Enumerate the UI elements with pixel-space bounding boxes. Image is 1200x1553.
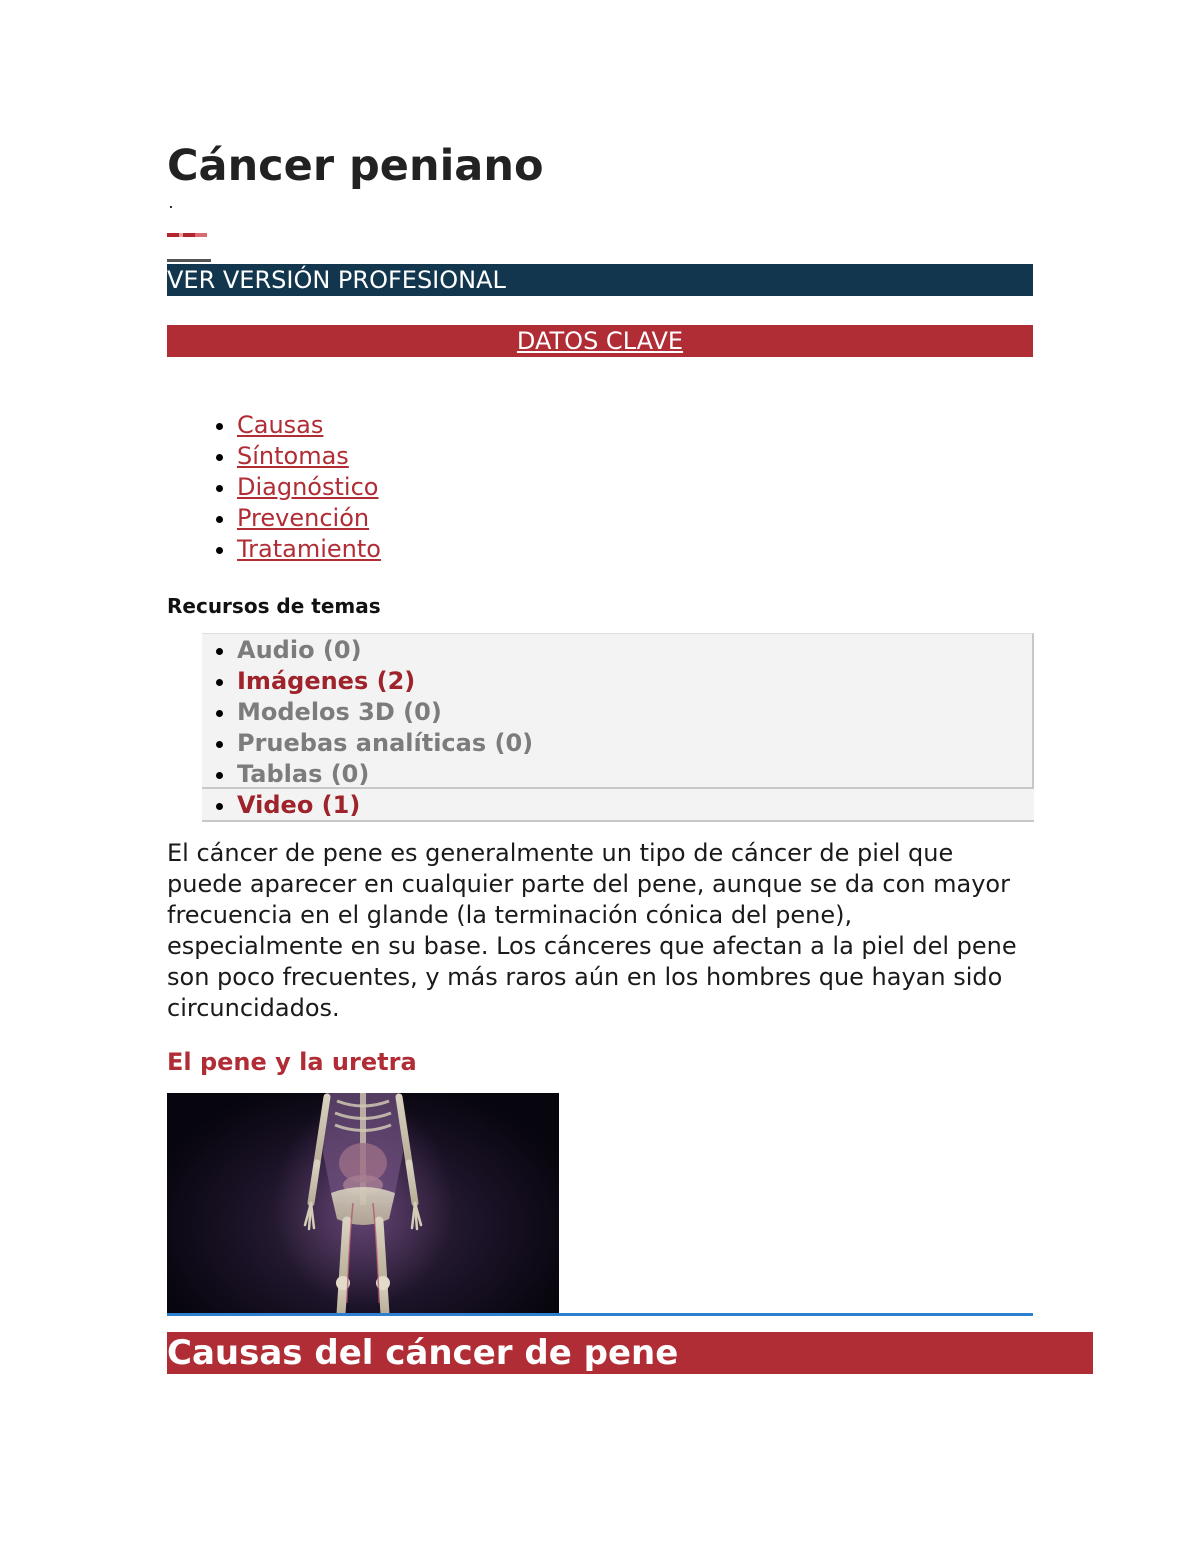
section-link-prevencion[interactable]: Prevención — [237, 504, 370, 532]
list-item — [237, 790, 533, 821]
list-item — [237, 503, 381, 534]
decor-dot — [170, 206, 172, 208]
list-item — [237, 728, 533, 759]
anatomy-video-thumbnail[interactable] — [167, 1093, 559, 1314]
key-facts-bar — [167, 325, 1033, 357]
section-link-diagnostico[interactable]: Diagnóstico — [237, 473, 379, 501]
page-title: Cáncer peniano — [167, 141, 544, 191]
list-item — [237, 472, 381, 503]
key-facts-link[interactable]: DATOS CLAVE — [516, 327, 684, 355]
intro-paragraph: El cáncer de pene es generalmente un tipo de cáncer de piel que puede aparecer en cualquier parte del pene, aunque se da con mayor frecuencia en el glande (la terminación cónica del pene), especialmente en su base. Los cánceres que afectan a la piel del pene son poco frecuentes, y más raros aún en los hombres que hayan sido circuncidados. — [167, 839, 1017, 1022]
professional-version-link[interactable]: VER VERSIÓN PROFESIONAL — [167, 264, 1033, 296]
list-item — [237, 635, 533, 666]
section-list — [167, 410, 381, 565]
decor-gray-mark — [167, 259, 211, 262]
resource-lab-tests: Pruebas analíticas (0) — [237, 729, 534, 757]
list-item — [237, 666, 533, 697]
list-item — [237, 441, 381, 472]
resource-images-link[interactable]: Imágenes (2) — [237, 667, 416, 695]
decor-red-mark — [167, 233, 207, 237]
section-link-causas[interactable]: Causas — [237, 411, 324, 439]
figure-heading: El pene y la uretra — [167, 1048, 417, 1076]
resource-3d-models: Modelos 3D (0) — [237, 698, 442, 726]
section-link-sintomas[interactable]: Síntomas — [237, 442, 349, 470]
resource-audio: Audio (0) — [237, 636, 362, 664]
skeleton-illustration — [167, 1093, 559, 1314]
list-item — [237, 410, 381, 441]
list-item — [237, 759, 533, 790]
section-link-tratamiento[interactable]: Tratamiento — [237, 535, 381, 563]
resource-tables: Tablas (0) — [237, 760, 370, 788]
resource-video-link[interactable]: Video (1) — [237, 791, 361, 819]
resources-list — [167, 635, 533, 821]
resources-title: Recursos de temas — [167, 594, 381, 618]
list-item — [237, 697, 533, 728]
media-divider — [167, 1313, 1033, 1316]
section-heading-causes: Causas del cáncer de pene — [167, 1332, 1093, 1374]
list-item — [237, 534, 381, 565]
